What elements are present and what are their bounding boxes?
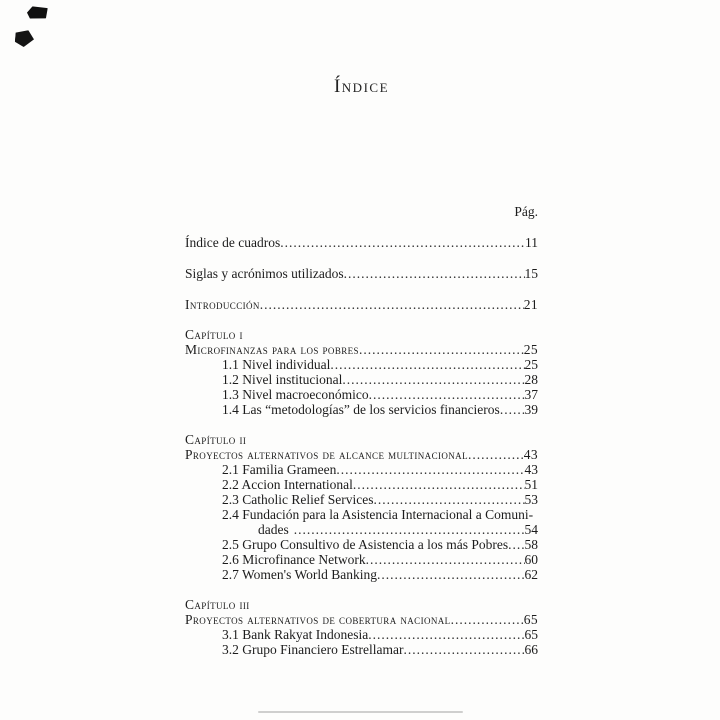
chapter-heading bbox=[185, 327, 538, 342]
ink-smudge bbox=[15, 30, 35, 48]
toc-entry bbox=[185, 642, 538, 657]
toc-entry-page: 25 bbox=[523, 342, 538, 357]
toc-entry-label: 3.2 Grupo Financiero Estrellamar bbox=[222, 642, 404, 657]
toc-entry-page: 21 bbox=[523, 297, 538, 312]
dot-leader bbox=[294, 522, 525, 537]
toc-entry-page: 43 bbox=[523, 447, 538, 462]
toc-entry-label: 1.3 Nivel macroeconómico bbox=[222, 387, 369, 402]
dot-leader bbox=[260, 297, 524, 312]
toc-entry bbox=[185, 552, 538, 567]
dot-leader bbox=[342, 372, 524, 387]
toc-entry-label: dades bbox=[258, 522, 289, 537]
toc-entry-label: 3.1 Bank Rakyat Indonesia bbox=[222, 627, 369, 642]
toc-entry-page: 58 bbox=[524, 537, 538, 552]
toc-entry bbox=[185, 537, 538, 552]
toc-entry-label: 2.6 Microfinance Network bbox=[222, 552, 366, 567]
toc-entry bbox=[185, 462, 538, 477]
toc-entry bbox=[185, 507, 538, 522]
toc-entry-label: Proyectos alternativos de alcance multinacional bbox=[185, 447, 468, 462]
toc-entry-page: 60 bbox=[524, 552, 538, 567]
dot-leader bbox=[500, 402, 525, 417]
dot-leader bbox=[366, 552, 525, 567]
chapter-heading bbox=[185, 597, 538, 612]
toc-content bbox=[185, 0, 538, 657]
dot-leader bbox=[377, 567, 524, 582]
toc-entry-page: 65 bbox=[523, 612, 538, 627]
toc-entry-label: 1.4 Las “metodologías” de los servicios financieros bbox=[222, 402, 500, 417]
toc-entry bbox=[185, 387, 538, 402]
dot-leader bbox=[336, 462, 524, 477]
chapter-heading-label: Capítulo iii bbox=[185, 597, 250, 612]
toc-entry-label: Índice de cuadros bbox=[185, 235, 281, 250]
toc-entry-page: 62 bbox=[524, 567, 538, 582]
toc-entry bbox=[185, 477, 538, 492]
dot-leader bbox=[368, 627, 524, 642]
toc-entry-label: 2.4 Fundación para la Asistencia Internacional a Comuni- bbox=[222, 507, 534, 522]
toc-entry-page: 53 bbox=[524, 492, 538, 507]
dot-leader bbox=[508, 537, 524, 552]
dot-leader bbox=[280, 235, 525, 250]
toc-entry-page: 51 bbox=[524, 477, 538, 492]
toc-entry-label: Introducción bbox=[185, 297, 260, 312]
toc-entry bbox=[185, 266, 538, 281]
toc-entry-page: 66 bbox=[524, 642, 538, 657]
toc-entry bbox=[185, 297, 538, 312]
dot-leader bbox=[344, 266, 525, 281]
toc-entry-label: 2.1 Familia Grameen bbox=[222, 462, 337, 477]
chapter-heading-label: Capítulo ii bbox=[185, 432, 247, 447]
toc-entry-page: 25 bbox=[524, 357, 538, 372]
toc-entry-page: 43 bbox=[524, 462, 538, 477]
dot-leader bbox=[330, 357, 524, 372]
toc-entry-label: Siglas y acrónimos utilizados bbox=[185, 266, 344, 281]
dot-leader bbox=[353, 477, 525, 492]
toc-entry bbox=[185, 342, 538, 357]
toc-entry-label: 2.3 Catholic Relief Services bbox=[222, 492, 374, 507]
toc-entry-label: Proyectos alternativos de cobertura nacional bbox=[185, 612, 451, 627]
dot-leader bbox=[451, 612, 524, 627]
scan-edge-mark bbox=[258, 711, 463, 713]
toc-entry-page: 28 bbox=[524, 372, 538, 387]
toc-entry-page: 65 bbox=[524, 627, 538, 642]
toc-entry-page: 54 bbox=[524, 522, 538, 537]
toc-entry-label: 2.2 Accion International bbox=[222, 477, 353, 492]
toc-entry bbox=[185, 612, 538, 627]
toc-entry bbox=[185, 357, 538, 372]
chapter-heading bbox=[185, 432, 538, 447]
toc-entry bbox=[185, 372, 538, 387]
page-column-label: Pág. bbox=[514, 204, 538, 219]
toc-entry-label: 1.1 Nivel individual bbox=[222, 357, 331, 372]
chapter-heading-label: Capítulo i bbox=[185, 327, 243, 342]
toc-entry-label: 2.7 Women's World Banking bbox=[222, 567, 378, 582]
dot-leader bbox=[369, 387, 525, 402]
dot-leader bbox=[403, 642, 524, 657]
toc-entry-page: 37 bbox=[524, 387, 538, 402]
dot-leader bbox=[359, 342, 524, 357]
toc-entry-label: Microfinanzas para los pobres bbox=[185, 342, 359, 357]
toc-entry bbox=[185, 447, 538, 462]
toc-entry-wrap-line bbox=[185, 522, 538, 537]
page-title: Índice bbox=[333, 76, 390, 97]
dot-leader bbox=[468, 447, 524, 462]
toc-entry bbox=[185, 492, 538, 507]
ink-smudge bbox=[27, 5, 49, 19]
toc-entry-label: 1.2 Nivel institucional bbox=[222, 372, 343, 387]
toc-entry-page: 39 bbox=[524, 402, 538, 417]
toc-entry-label: 2.5 Grupo Consultivo de Asistencia a los más Pobres bbox=[222, 537, 509, 552]
toc-entry bbox=[185, 567, 538, 582]
toc-entry-page: 11 bbox=[525, 235, 538, 250]
toc-entry-page: 15 bbox=[524, 266, 538, 281]
toc-entry bbox=[185, 627, 538, 642]
toc-entry bbox=[185, 235, 538, 250]
dot-leader bbox=[373, 492, 524, 507]
toc-entry bbox=[185, 402, 538, 417]
